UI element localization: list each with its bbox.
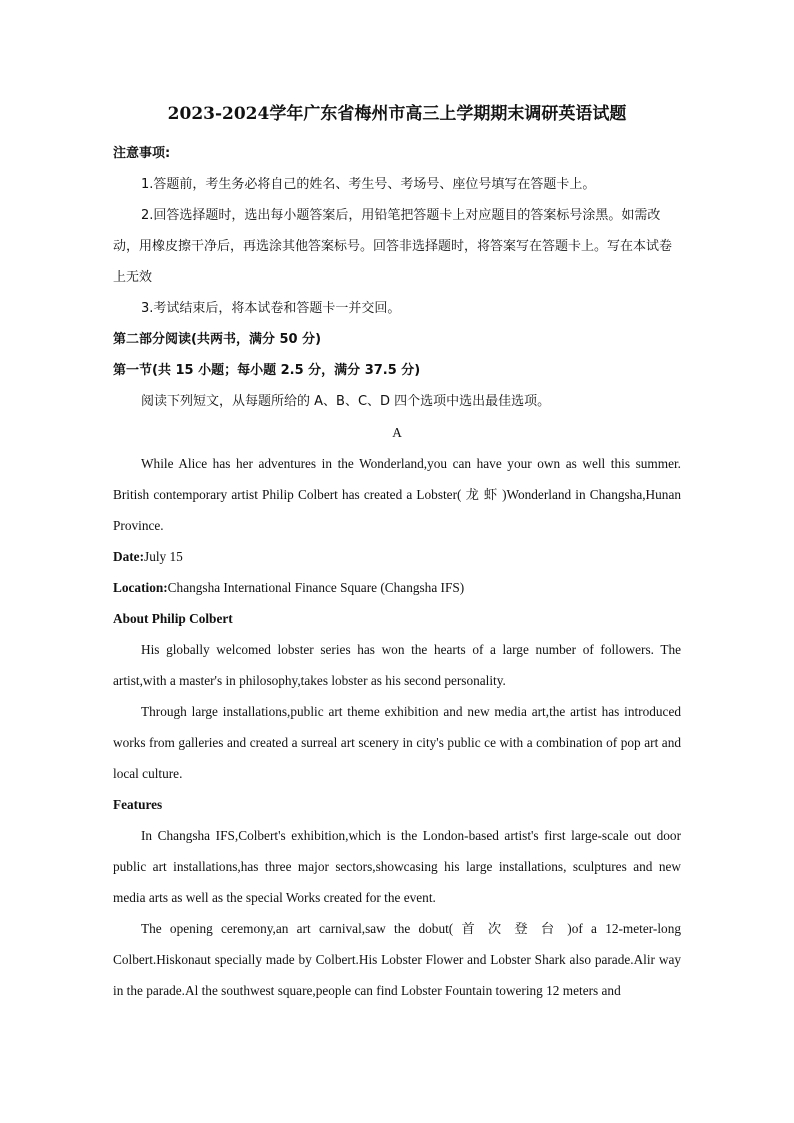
about-paragraph-2: Through large installations,public art theme exhibition and new media art,the artist has introduced works from galleries and created a surreal art scenery in city's public ce with a combination of pop art and local culture. — [113, 704, 681, 781]
notice-item-2: 2.回答选择题时，选出每小题答案后，用铅笔把答题卡上对应题目的答案标号涂黑。如需改动，用橡皮擦干净后，再选涂其他答案标号。回答非选择题时，将答案写在答题卡上。写在本试卷上无效 — [113, 208, 673, 285]
location-label: Location: — [113, 580, 168, 595]
passage-intro: While Alice has her adventures in the Wonderland,you can have your own as well this summer. British contemporary artist Philip Colbert has created a Lobster( 龙 虾 )Wonderland in Changsha,Hunan Province. — [113, 456, 681, 533]
about-heading: About Philip Colbert — [113, 611, 233, 626]
date-label: Date: — [113, 549, 145, 564]
features-heading: Features — [113, 797, 163, 812]
notice-heading: 注意事项: — [113, 146, 171, 161]
page-title: 2023-2024学年广东省梅州市高三上学期期末调研英语试题 — [167, 104, 627, 124]
notice-item-1: 1.答题前，考生务必将自己的姓名、考生号、考场号、座位号填写在答题卡上。 — [141, 177, 596, 192]
section1-heading: 第一节(共 15 小题；每小题 2.5 分，满分 37.5 分) — [113, 363, 421, 378]
passage-letter: A — [392, 425, 402, 440]
reading-instruction: 阅读下列短文，从每题所给的 A、B、C、D 四个选项中选出最佳选项。 — [141, 394, 551, 409]
date-value: July 15 — [144, 549, 183, 564]
features-paragraph-2: The opening ceremony,an art carnival,saw the dobut( 首 次 登 台 )of a 12-meter-long Colbert.Hiskonaut specially made by Colbert.His Lobster Flower and Lobster Shark also parade.Alir way in the parade.Al the southwest square,people can find Lobster Fountain towering 12 meters and — [113, 921, 681, 998]
about-paragraph-1: His globally welcomed lobster series has won the hearts of a large number of followers. The artist,with a master's in philosophy,takes lobster as his second personality. — [113, 642, 681, 688]
location-value: Changsha International Finance Square (Changsha IFS) — [167, 580, 465, 595]
notice-item-3: 3.考试结束后，将本试卷和答题卡一并交回。 — [141, 301, 401, 316]
part2-heading: 第二部分阅读(共两书，满分 50 分) — [113, 332, 322, 347]
location-line — [113, 572, 681, 603]
features-paragraph-1: In Changsha IFS,Colbert's exhibition,which is the London-based artist's first large-scale out door public art installations,has three major sectors,showcasing his large installations, sculptures and new media arts as well as the special Works created for the event. — [113, 828, 681, 905]
date-line — [113, 541, 681, 572]
document-page — [113, 100, 681, 1006]
